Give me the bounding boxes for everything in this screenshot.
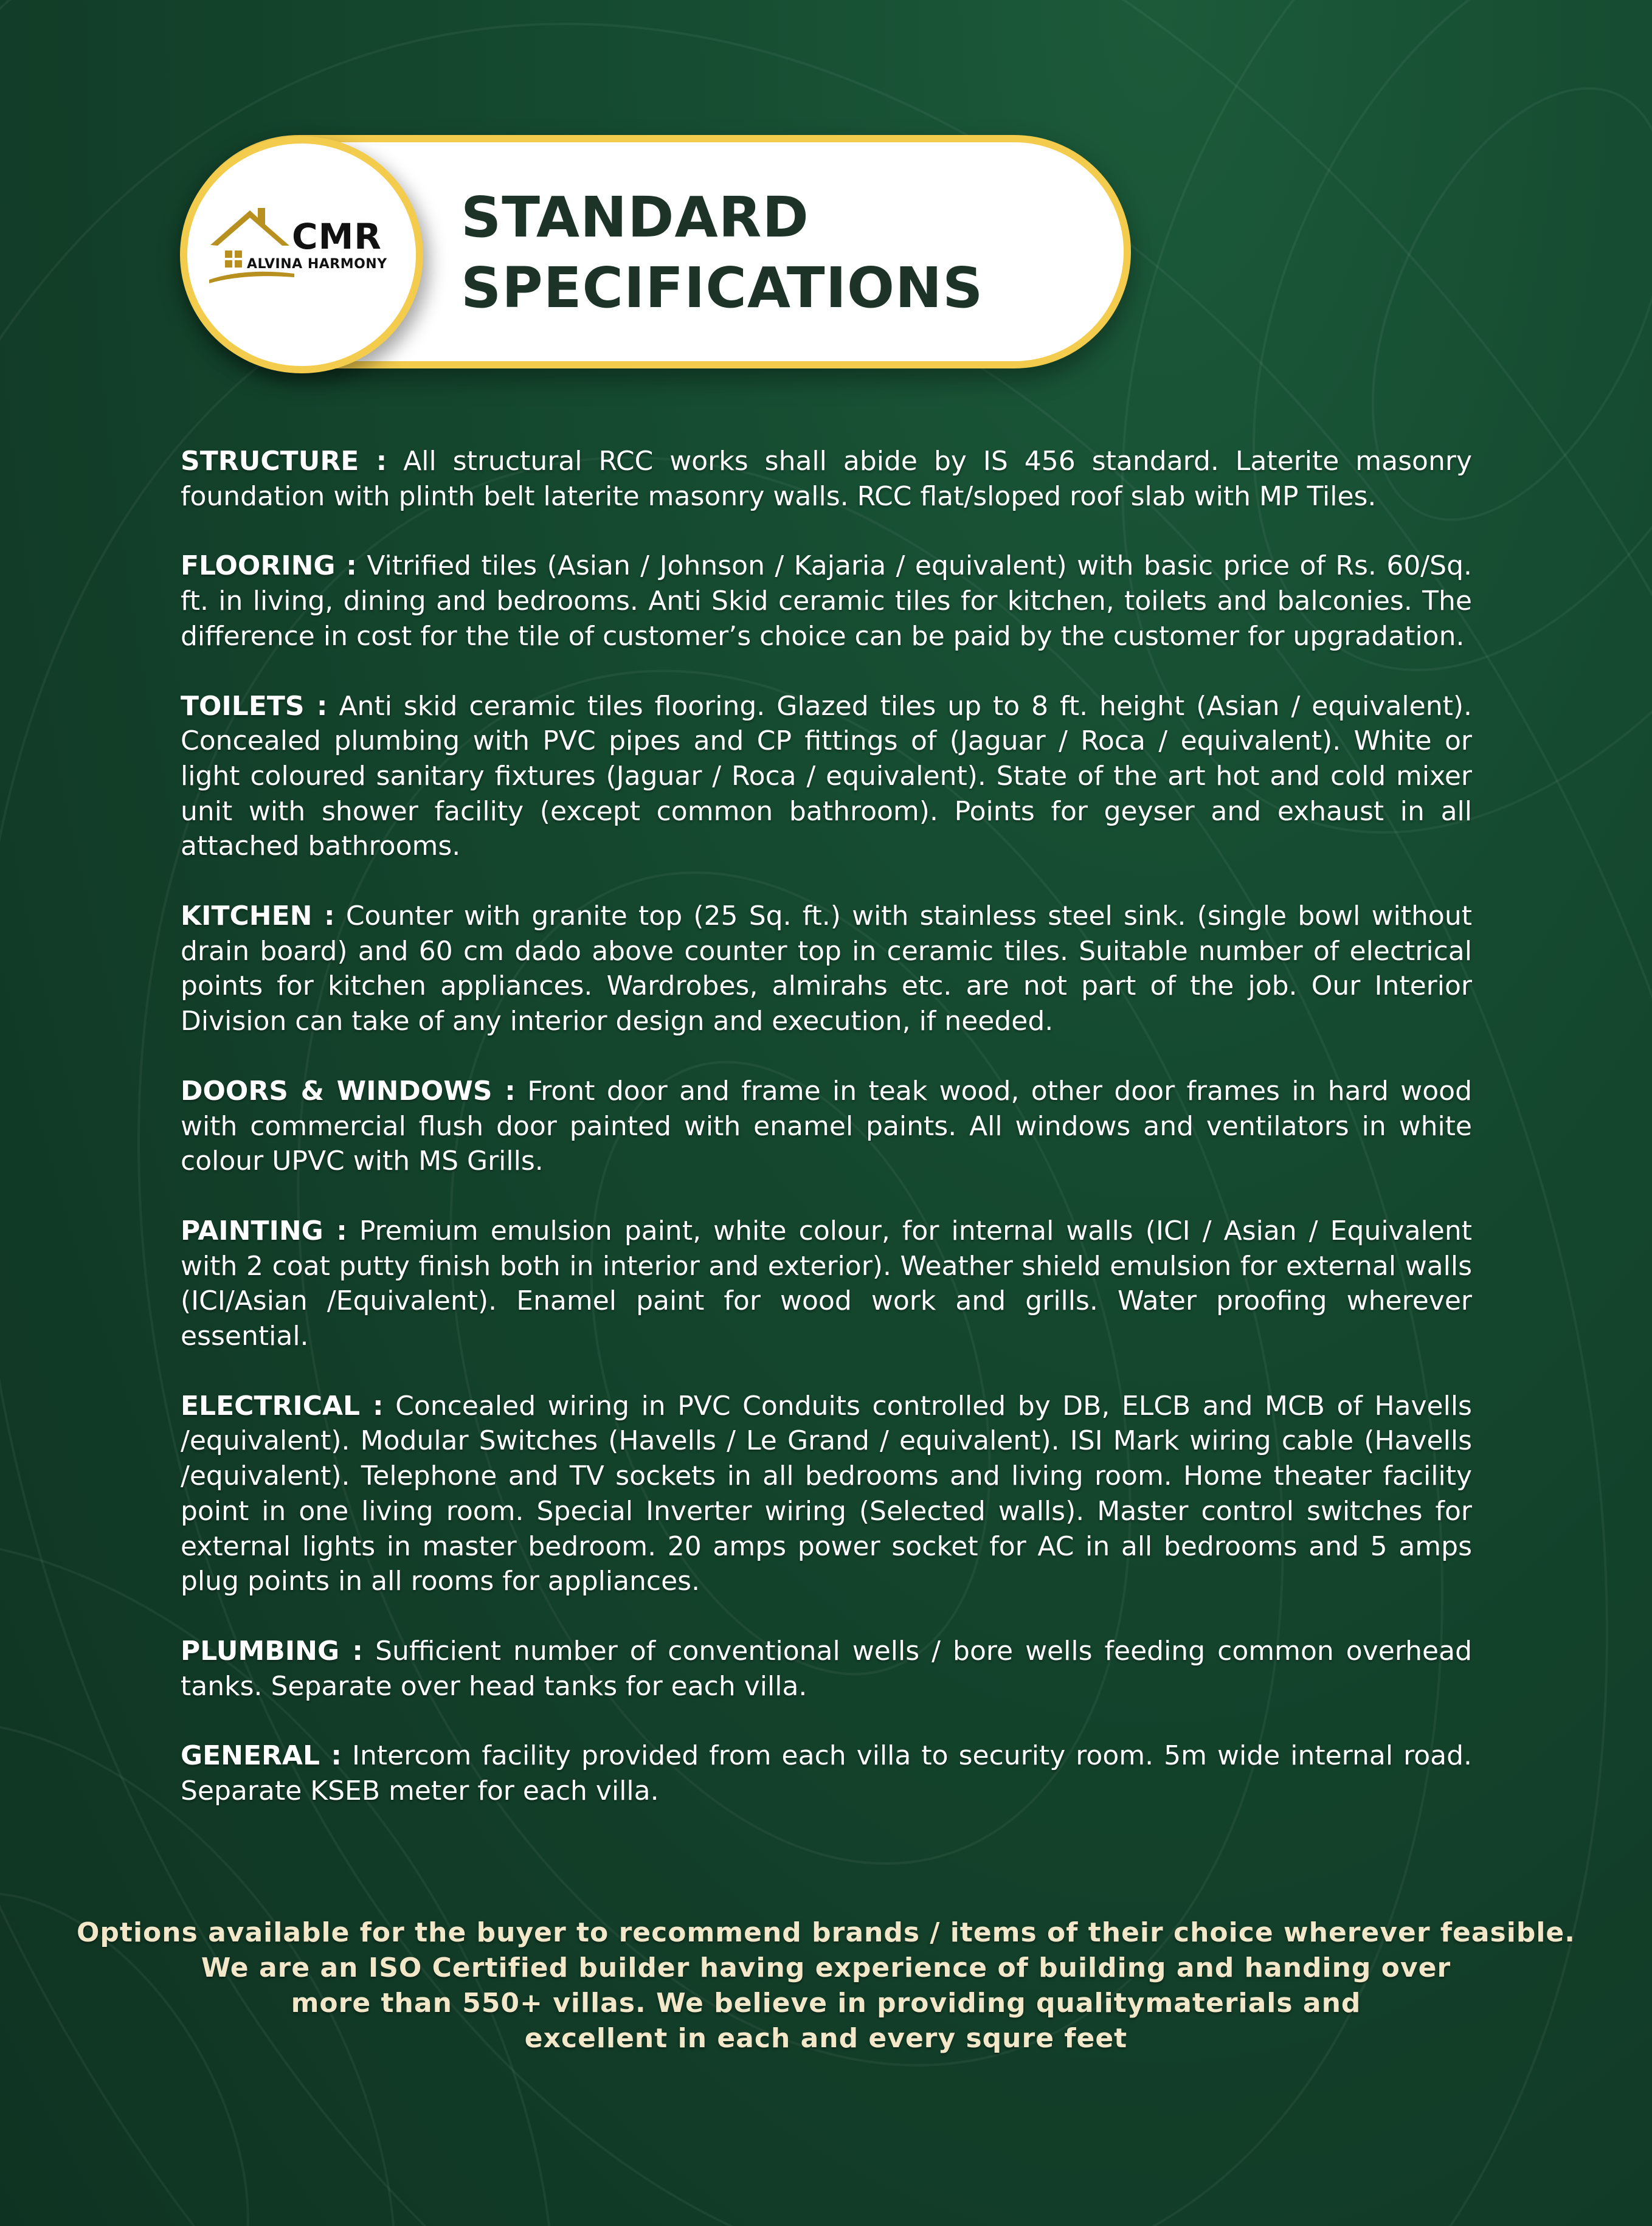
spec-flooring bbox=[181, 548, 1472, 654]
title-line-1: STANDARD bbox=[461, 185, 809, 250]
footer-line-3: more than 550+ villas. We believe in providing qualitymaterials and bbox=[291, 1988, 1361, 2019]
spec-electrical bbox=[181, 1389, 1472, 1599]
spec-label: FLOORING : bbox=[181, 550, 357, 582]
spec-text: Counter with granite top (25 Sq. ft.) with stainless steel sink. (single bowl without drain board) and 60 cm dado above counter top in ceramic tiles. Suitable number of electrical points for kitchen appliances. Wardrobes, almirahs etc. are not part of the job. Our Interior Division can take of any interior design and execution, if needed. bbox=[181, 900, 1472, 1037]
footer-line-1: Options available for the buyer to recommend brands / items of their choice wherever feasible. bbox=[77, 1917, 1575, 1948]
footer-note bbox=[36, 1915, 1616, 2056]
spec-toilets bbox=[181, 689, 1472, 865]
brand-name: CMR bbox=[292, 216, 382, 257]
title-line-2: SPECIFICATIONS bbox=[461, 255, 984, 320]
spec-label: TOILETS : bbox=[181, 690, 328, 722]
spec-text: Sufficient number of conventional wells / bore wells feeding common overhead tanks. Separate over head tanks for each villa. bbox=[181, 1635, 1472, 1702]
spec-label: PAINTING : bbox=[181, 1215, 347, 1246]
spec-label: STRUCTURE : bbox=[181, 446, 387, 477]
specifications-list bbox=[181, 444, 1472, 1844]
brand-subtitle: ALVINA HARMONY bbox=[247, 257, 387, 272]
spec-text: Concealed wiring in PVC Conduits controlled by DB, ELCB and MCB of Havells /equivalent). Modular Switches (Havells / Le Grand / equivalent). ISI Mark wiring cable (Havells /equivalent). Telephone and TV sockets in all bedrooms and living room. Home theater facility point in one living room. Special Inverter wiring (Selected walls). Master control switches for external lights in master bedroom. 20 amps power socket for AC in all bedrooms and 5 amps plug points in all rooms for appliances. bbox=[181, 1390, 1472, 1597]
spec-label: ELECTRICAL : bbox=[181, 1390, 384, 1422]
spec-text: Anti skid ceramic tiles flooring. Glazed tiles up to 8 ft. height (Asian / equivalent). Concealed plumbing with PVC pipes and CP fittings of (Jaguar / Roca / equivalent). White or light coloured sanitary fixtures (Jaguar / Roca / equivalent). State of the art hot and cold mixer unit with shower facility (except common bathroom). Points for geyser and exhaust in all attached bathrooms. bbox=[181, 690, 1472, 862]
spec-label: KITCHEN : bbox=[181, 900, 335, 932]
spec-text: Vitrified tiles (Asian / Johnson / Kajaria / equivalent) with basic price of Rs. 60/Sq. ft. in living, dining and bedrooms. Anti Skid ceramic tiles for kitchen, toilets and balconies. The difference in cost for the tile of customer’s choice can be paid by the customer for upgradation. bbox=[181, 550, 1472, 652]
spec-kitchen bbox=[181, 899, 1472, 1039]
spec-label: DOORS & WINDOWS : bbox=[181, 1075, 516, 1107]
footer-line-2: We are an ISO Certified builder having experience of building and handing over bbox=[201, 1952, 1451, 1983]
spec-text: Premium emulsion paint, white colour, for internal walls (ICI / Asian / Equivalent with 2 coat putty finish both in interior and exterior). Weather shield emulsion for external walls (ICI/Asian /Equivalent). Enamel paint for wood work and grills. Water proofing wherever essential. bbox=[181, 1215, 1472, 1352]
page-title bbox=[461, 182, 983, 323]
spec-label: GENERAL : bbox=[181, 1740, 342, 1772]
spec-text: All structural RCC works shall abide by IS 456 standard. Laterite masonry foundation with plinth belt laterite masonry walls. RCC flat/sloped roof slab with MP Tiles. bbox=[181, 446, 1472, 512]
house-roof-icon bbox=[204, 199, 295, 291]
spec-structure bbox=[181, 444, 1472, 514]
footer-line-4: excellent in each and every squre feet bbox=[524, 2023, 1128, 2054]
spec-painting bbox=[181, 1214, 1472, 1354]
spec-label: PLUMBING : bbox=[181, 1635, 364, 1667]
spec-text: Front door and frame in teak wood, other door frames in hard wood with commercial flush door painted with enamel paints. All windows and ventilators in white colour UPVC with MS Grills. bbox=[181, 1075, 1472, 1177]
spec-plumbing bbox=[181, 1634, 1472, 1704]
spec-doors-windows bbox=[181, 1074, 1472, 1179]
spec-general bbox=[181, 1738, 1472, 1808]
spec-text: Intercom facility provided from each villa to security room. 5m wide internal road. Separate KSEB meter for each villa. bbox=[181, 1740, 1473, 1807]
